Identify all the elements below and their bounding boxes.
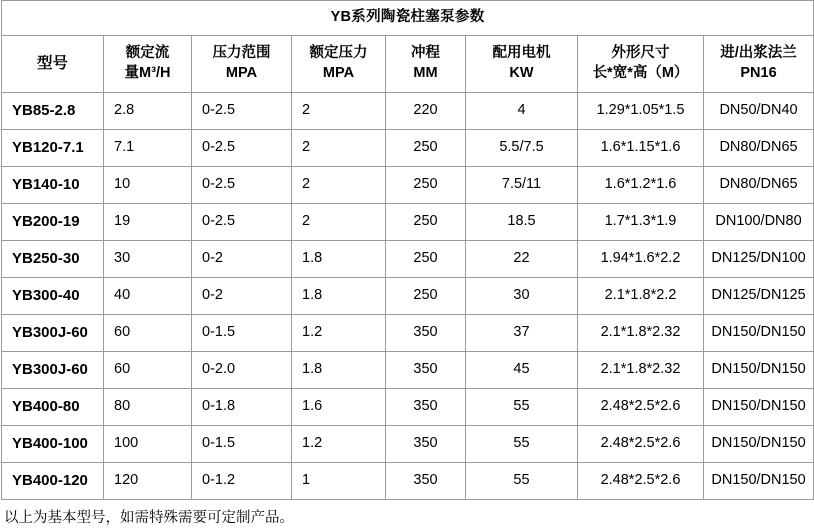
cell-flange: DN100/DN80 bbox=[704, 204, 814, 241]
cell-flange: DN125/DN100 bbox=[704, 241, 814, 278]
cell-dimensions: 2.1*1.8*2.32 bbox=[578, 315, 704, 352]
column-header-dimensions-line1: 外形尺寸 bbox=[611, 45, 670, 62]
table-row bbox=[2, 352, 814, 389]
table-row bbox=[2, 167, 814, 204]
cell-motor-power: 55 bbox=[466, 389, 578, 426]
cell-motor-power: 5.5/7.5 bbox=[466, 130, 578, 167]
cell-rated-flow: 60 bbox=[104, 315, 192, 352]
cell-dimensions: 1.6*1.2*1.6 bbox=[578, 167, 704, 204]
cell-motor-power: 37 bbox=[466, 315, 578, 352]
column-header-flange-line2: PN16 bbox=[740, 65, 777, 81]
cell-rated-pressure: 1.6 bbox=[292, 389, 386, 426]
cell-pressure-range: 0-1.5 bbox=[192, 315, 292, 352]
column-header-stroke-line1: 冲程 bbox=[411, 45, 440, 62]
table-header-row bbox=[2, 36, 814, 93]
cell-dimensions: 2.48*2.5*2.6 bbox=[578, 426, 704, 463]
table-title: YB系列陶瓷柱塞泵参数 bbox=[2, 1, 814, 36]
cell-dimensions: 2.1*1.8*2.2 bbox=[578, 278, 704, 315]
column-header-rated-pressure-line1: 额定压力 bbox=[309, 45, 368, 62]
cell-motor-power: 45 bbox=[466, 352, 578, 389]
cell-motor-power: 22 bbox=[466, 241, 578, 278]
column-header-dimensions bbox=[578, 36, 704, 93]
cell-rated-flow: 40 bbox=[104, 278, 192, 315]
cell-pressure-range: 0-1.2 bbox=[192, 463, 292, 500]
cell-dimensions: 1.29*1.05*1.5 bbox=[578, 93, 704, 130]
cell-model: YB200-19 bbox=[2, 204, 104, 241]
cell-pressure-range: 0-2 bbox=[192, 241, 292, 278]
column-header-stroke bbox=[386, 36, 466, 93]
column-header-stroke-line2: MM bbox=[413, 65, 438, 81]
cell-flange: DN80/DN65 bbox=[704, 130, 814, 167]
cell-flange: DN80/DN65 bbox=[704, 167, 814, 204]
cell-motor-power: 7.5/11 bbox=[466, 167, 578, 204]
cell-model: YB400-80 bbox=[2, 389, 104, 426]
cell-rated-flow: 30 bbox=[104, 241, 192, 278]
cell-model: YB300-40 bbox=[2, 278, 104, 315]
cell-stroke: 350 bbox=[386, 389, 466, 426]
cell-flange: DN150/DN150 bbox=[704, 389, 814, 426]
table-footnote: 以上为基本型号，如需特殊需要可定制产品。 bbox=[4, 510, 294, 526]
cell-dimensions: 1.6*1.15*1.6 bbox=[578, 130, 704, 167]
cell-rated-pressure: 2 bbox=[292, 93, 386, 130]
cell-stroke: 350 bbox=[386, 315, 466, 352]
cell-rated-pressure: 1.8 bbox=[292, 278, 386, 315]
cell-rated-flow: 60 bbox=[104, 352, 192, 389]
cell-motor-power: 55 bbox=[466, 426, 578, 463]
pump-specification-table bbox=[1, 0, 814, 500]
column-header-flange bbox=[704, 36, 814, 93]
cell-model: YB300J-60 bbox=[2, 352, 104, 389]
cell-model: YB85-2.8 bbox=[2, 93, 104, 130]
table-row bbox=[2, 130, 814, 167]
cell-motor-power: 4 bbox=[466, 93, 578, 130]
cell-rated-flow: 19 bbox=[104, 204, 192, 241]
column-header-model: 型号 bbox=[2, 36, 104, 93]
cell-model: YB400-120 bbox=[2, 463, 104, 500]
column-header-rated-flow bbox=[104, 36, 192, 93]
column-header-motor-power-line2: KW bbox=[509, 65, 534, 81]
cell-flange: DN150/DN150 bbox=[704, 352, 814, 389]
cell-stroke: 350 bbox=[386, 463, 466, 500]
table-row bbox=[2, 93, 814, 130]
cell-rated-pressure: 2 bbox=[292, 167, 386, 204]
cell-rated-pressure: 1.2 bbox=[292, 315, 386, 352]
cell-stroke: 220 bbox=[386, 93, 466, 130]
cell-rated-flow: 120 bbox=[104, 463, 192, 500]
column-header-motor-power bbox=[466, 36, 578, 93]
cell-rated-pressure: 1.8 bbox=[292, 241, 386, 278]
column-header-pressure-range-line2: MPA bbox=[225, 65, 258, 81]
cell-dimensions: 2.48*2.5*2.6 bbox=[578, 389, 704, 426]
cell-stroke: 250 bbox=[386, 204, 466, 241]
cell-model: YB140-10 bbox=[2, 167, 104, 204]
cell-pressure-range: 0-2.5 bbox=[192, 204, 292, 241]
cell-pressure-range: 0-2.5 bbox=[192, 93, 292, 130]
cell-rated-flow: 100 bbox=[104, 426, 192, 463]
cell-stroke: 250 bbox=[386, 167, 466, 204]
column-header-flange-line1: 进/出浆法兰 bbox=[720, 45, 797, 62]
cell-pressure-range: 0-2.0 bbox=[192, 352, 292, 389]
cell-stroke: 250 bbox=[386, 278, 466, 315]
cell-model: YB120-7.1 bbox=[2, 130, 104, 167]
cell-flange: DN50/DN40 bbox=[704, 93, 814, 130]
cell-model: YB250-30 bbox=[2, 241, 104, 278]
table-row bbox=[2, 426, 814, 463]
column-header-motor-power-line1: 配用电机 bbox=[492, 45, 551, 62]
cell-pressure-range: 0-1.8 bbox=[192, 389, 292, 426]
cell-rated-flow: 2.8 bbox=[104, 93, 192, 130]
cell-rated-flow: 80 bbox=[104, 389, 192, 426]
cell-model: YB300J-60 bbox=[2, 315, 104, 352]
cell-dimensions: 2.48*2.5*2.6 bbox=[578, 463, 704, 500]
column-header-rated-flow-line1: 额定流 bbox=[125, 45, 170, 62]
cell-stroke: 250 bbox=[386, 130, 466, 167]
cell-motor-power: 55 bbox=[466, 463, 578, 500]
cell-motor-power: 30 bbox=[466, 278, 578, 315]
table-row bbox=[2, 278, 814, 315]
cell-motor-power: 18.5 bbox=[466, 204, 578, 241]
cell-rated-pressure: 1.2 bbox=[292, 426, 386, 463]
table-row bbox=[2, 389, 814, 426]
cell-pressure-range: 0-1.5 bbox=[192, 426, 292, 463]
cell-pressure-range: 0-2.5 bbox=[192, 167, 292, 204]
cell-stroke: 350 bbox=[386, 352, 466, 389]
cell-rated-flow: 10 bbox=[104, 167, 192, 204]
cell-stroke: 250 bbox=[386, 241, 466, 278]
cell-flange: DN125/DN125 bbox=[704, 278, 814, 315]
cell-rated-pressure: 1 bbox=[292, 463, 386, 500]
column-header-rated-pressure bbox=[292, 36, 386, 93]
cell-rated-pressure: 2 bbox=[292, 204, 386, 241]
table-row bbox=[2, 204, 814, 241]
cell-model: YB400-100 bbox=[2, 426, 104, 463]
cell-flange: DN150/DN150 bbox=[704, 426, 814, 463]
cell-rated-pressure: 2 bbox=[292, 130, 386, 167]
column-header-dimensions-line2: 长*宽*高（M） bbox=[592, 65, 689, 81]
cell-rated-pressure: 1.8 bbox=[292, 352, 386, 389]
table-title-row bbox=[2, 1, 814, 36]
table-row bbox=[2, 241, 814, 278]
column-header-pressure-range-line1: 压力范围 bbox=[212, 45, 271, 62]
cell-flange: DN150/DN150 bbox=[704, 315, 814, 352]
cell-stroke: 350 bbox=[386, 426, 466, 463]
cell-dimensions: 1.94*1.6*2.2 bbox=[578, 241, 704, 278]
cell-dimensions: 1.7*1.3*1.9 bbox=[578, 204, 704, 241]
cell-rated-flow: 7.1 bbox=[104, 130, 192, 167]
cell-flange: DN150/DN150 bbox=[704, 463, 814, 500]
cell-pressure-range: 0-2.5 bbox=[192, 130, 292, 167]
cell-pressure-range: 0-2 bbox=[192, 278, 292, 315]
table-row bbox=[2, 315, 814, 352]
column-header-pressure-range bbox=[192, 36, 292, 93]
column-header-rated-pressure-line2: MPA bbox=[322, 65, 355, 81]
column-header-rated-flow-line2: 量M³/H bbox=[124, 65, 171, 81]
cell-dimensions: 2.1*1.8*2.32 bbox=[578, 352, 704, 389]
